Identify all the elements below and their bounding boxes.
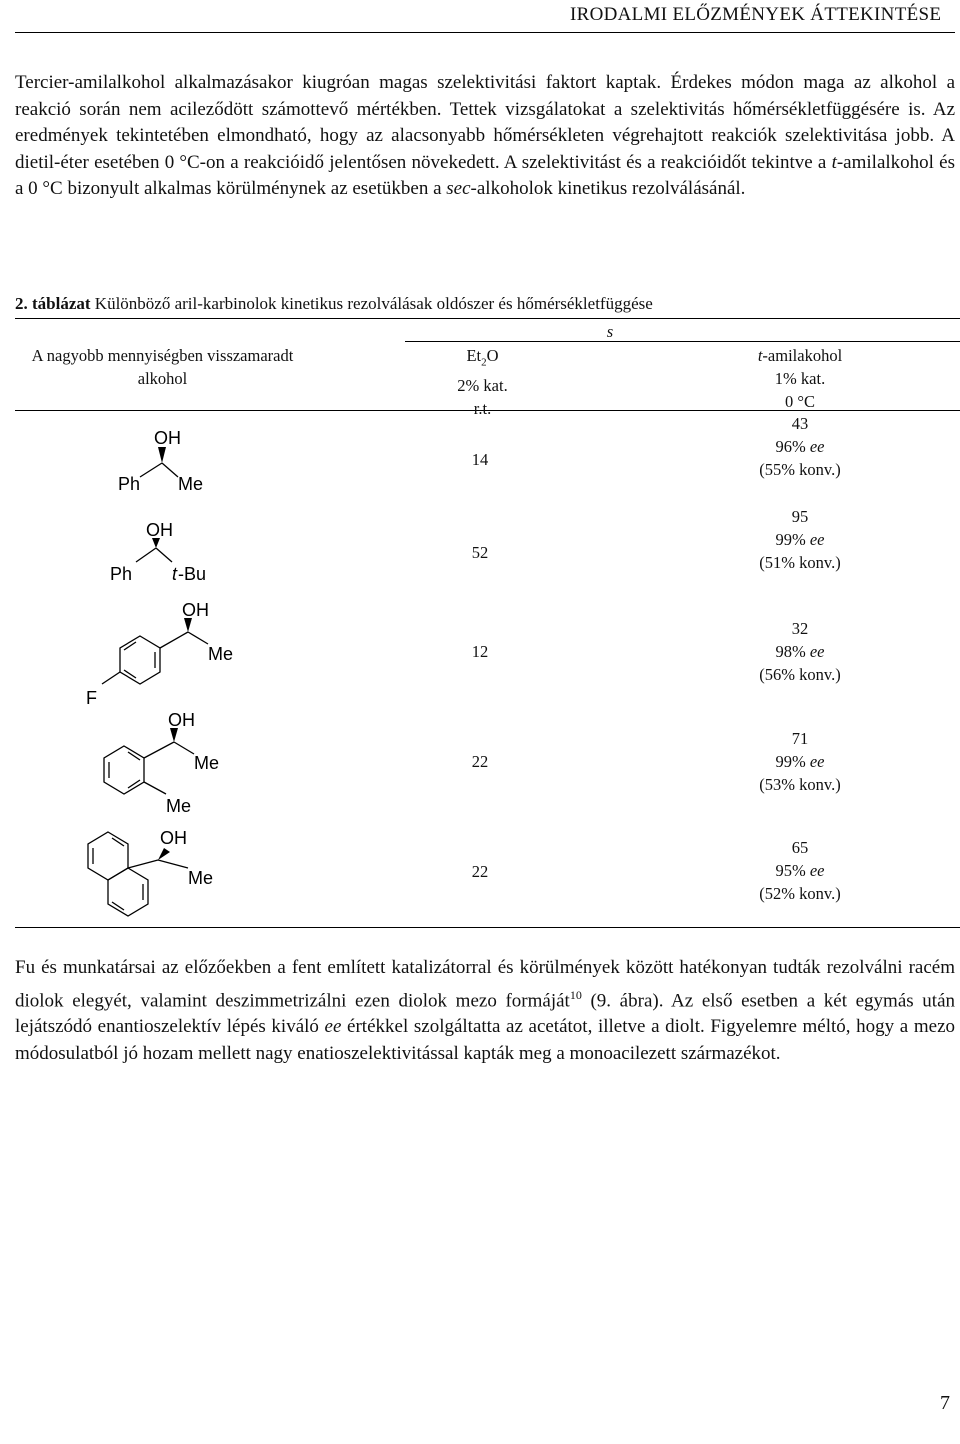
col2-catalyst: 2% kat. (457, 376, 508, 396)
molecule-3 (60, 596, 260, 721)
bond (140, 463, 162, 477)
molecule-3-structure (60, 596, 260, 716)
italic-sec: sec (446, 178, 471, 199)
ee-value (700, 640, 900, 663)
bond (136, 548, 156, 562)
col1-header: A nagyobb mennyiségben visszamaradt alkohol (31, 346, 294, 388)
italic-ee: ee (809, 437, 825, 456)
wedge-bond (158, 848, 170, 860)
conversion: (52% konv.) (759, 884, 841, 903)
table-top-rule (15, 318, 960, 319)
conversion: (55% konv.) (759, 460, 841, 479)
bu-label: -Bu (178, 564, 207, 584)
row5-s-tamyl (700, 836, 900, 905)
intro-paragraph (15, 70, 955, 203)
wedge-bond (170, 728, 178, 742)
benzene-ring (104, 746, 144, 794)
row1-s-et2o: 14 (471, 450, 489, 469)
text: O (486, 346, 499, 365)
ph-label: Ph (118, 474, 141, 494)
bond (188, 632, 208, 644)
oh-label: OH (160, 828, 187, 848)
wedge-bond (184, 618, 192, 632)
text: -amilakohol (762, 346, 843, 365)
row4-s-tamyl (700, 727, 900, 796)
row3-s-et2o: 12 (471, 642, 489, 661)
ee-value (700, 859, 900, 882)
col3-solvent (700, 344, 900, 367)
text: 96% (775, 437, 806, 456)
bond (144, 742, 174, 758)
text: Fu és munkatársai az előzőekben a fent említett katalizátorral és körülmények között hatékonyan tudták rezolválni racém diolok elegyét, valamint deszimmetrizálni ezen diolok mezo formáját (15, 957, 955, 1011)
double-bond (124, 670, 136, 678)
text: 95% (775, 861, 806, 880)
italic-t: t (757, 346, 763, 365)
col3-temperature: 0 °C (785, 392, 815, 411)
italic-ee: ee (809, 752, 825, 771)
oh-label: OH (182, 600, 209, 620)
italic-ee: ee (809, 642, 825, 661)
header-rule (15, 32, 955, 33)
italic-ee: ee (324, 1016, 342, 1038)
double-bond (112, 838, 124, 846)
caption-label: 2. táblázat (15, 294, 91, 313)
table-caption (15, 294, 653, 314)
s-value: 95 (791, 507, 809, 526)
oh-label: OH (154, 428, 181, 448)
italic-t: t (831, 151, 837, 173)
me-label-ortho: Me (166, 796, 192, 816)
s-value: 32 (791, 619, 809, 638)
col2-solvent (420, 344, 545, 374)
body-paragraph (15, 955, 955, 1067)
row5-s-et2o: 22 (471, 862, 489, 881)
row2-s-tamyl (700, 505, 900, 574)
s-label: s (606, 322, 614, 341)
molecule-2-structure (60, 512, 260, 592)
bond (160, 632, 188, 648)
page-number: 7 (940, 1392, 950, 1414)
text: -amilalkohol és a 0 °C bizonyult alkalmas körülménynek az esetükben a (15, 151, 955, 199)
text: 99% (775, 752, 806, 771)
s-value: 71 (791, 729, 809, 748)
s-value: 43 (791, 414, 809, 433)
row2-s-et2o: 52 (471, 543, 489, 562)
text: Et (466, 346, 482, 365)
row3-s-tamyl (700, 617, 900, 686)
col3-header (700, 344, 900, 413)
oh-label: OH (168, 710, 195, 730)
t-label: t (172, 564, 178, 584)
ph-label: Ph (110, 564, 133, 584)
col3-catalyst: 1% kat. (774, 369, 826, 388)
bond (156, 548, 172, 562)
text: 98% (775, 642, 806, 661)
molecule-1 (60, 420, 260, 505)
s-header (598, 320, 622, 343)
ee-value (700, 528, 900, 551)
italic-ee: ee (809, 861, 825, 880)
text: (9. ábra). Az első esetben a két egymás után lejátszódó enantioszelektív lépés kiváló (15, 989, 956, 1038)
text: 99% (775, 530, 806, 549)
bond (144, 782, 166, 794)
text: Tercier-amilalkohol alkalmazásakor kiugróan magas szelektivitási faktort kaptak. Érdekes módon maga az alkohol a reakció során nem acileződött számottevő mértékben. Tettek vizsgálatokat a szelektivitás hőmérsékletfüggésére is. Az eredmények tekintetében elmondható, hogy az alacsonyabb hőmérsékleten végrehajtott reakciók szelektivitása jobb. A dietil-éter esetében 0 °C-on a reakcióidő jelentősen növekedett. A szelektivitást és a reakcióidőt tekintve a (15, 72, 955, 173)
bond (128, 860, 158, 868)
me-label: Me (208, 644, 234, 664)
bond (102, 672, 120, 684)
double-bond (112, 902, 124, 910)
table-bottom-rule (15, 927, 960, 928)
molecule-1-structure (60, 420, 260, 500)
caption-text: Különböző aril-karbinolok kinetikus rezolválásak oldószer és hőmérsékletfüggése (90, 294, 653, 313)
molecule-5-structure (60, 822, 260, 922)
me-label: Me (178, 474, 204, 494)
double-bond (128, 780, 140, 788)
bond (162, 463, 178, 477)
reference-superscript: 10 (569, 987, 582, 1002)
italic-ee: ee (809, 530, 825, 549)
molecule-4-structure (60, 706, 260, 816)
conversion: (51% konv.) (759, 553, 841, 572)
wedge-bond (158, 447, 166, 463)
s-rule (405, 341, 960, 342)
me-label: Me (194, 753, 220, 773)
conversion: (53% konv.) (759, 775, 841, 794)
molecule-2 (60, 512, 260, 597)
conversion: (56% konv.) (759, 665, 841, 684)
ee-value (700, 435, 900, 458)
f-label: F (86, 688, 97, 708)
benzene-ring (120, 636, 160, 684)
text: -alkoholok kinetikus rezolválásánál. (470, 178, 746, 199)
text: értékkel szolgáltatta az acetátot, illetve a diolt. Figyelemre méltó, hogy a mezo módosulatból jó hozam mellett nagy enatioszelektivitással kapták meg a monoacilezett származékot. (15, 1016, 955, 1064)
col2-temperature: r.t. (473, 399, 492, 419)
double-bond (128, 752, 140, 760)
bond (174, 742, 194, 754)
me-label: Me (188, 868, 214, 888)
col2-header (420, 344, 545, 420)
double-bond (124, 642, 136, 650)
molecule-4 (60, 706, 260, 821)
s-value: 65 (791, 838, 809, 857)
row4-s-et2o: 22 (471, 752, 489, 771)
running-header: IRODALMI ELŐZMÉNYEK ÁTTEKINTÉSE (570, 4, 942, 25)
bond (158, 860, 188, 868)
naphthalene-ring-b (108, 868, 148, 916)
ee-value (700, 750, 900, 773)
row1-s-tamyl (700, 412, 900, 481)
naphthalene-ring-a (88, 832, 128, 880)
subscript: 2 (481, 356, 487, 369)
molecule-5 (60, 822, 260, 927)
oh-label: OH (146, 520, 173, 540)
